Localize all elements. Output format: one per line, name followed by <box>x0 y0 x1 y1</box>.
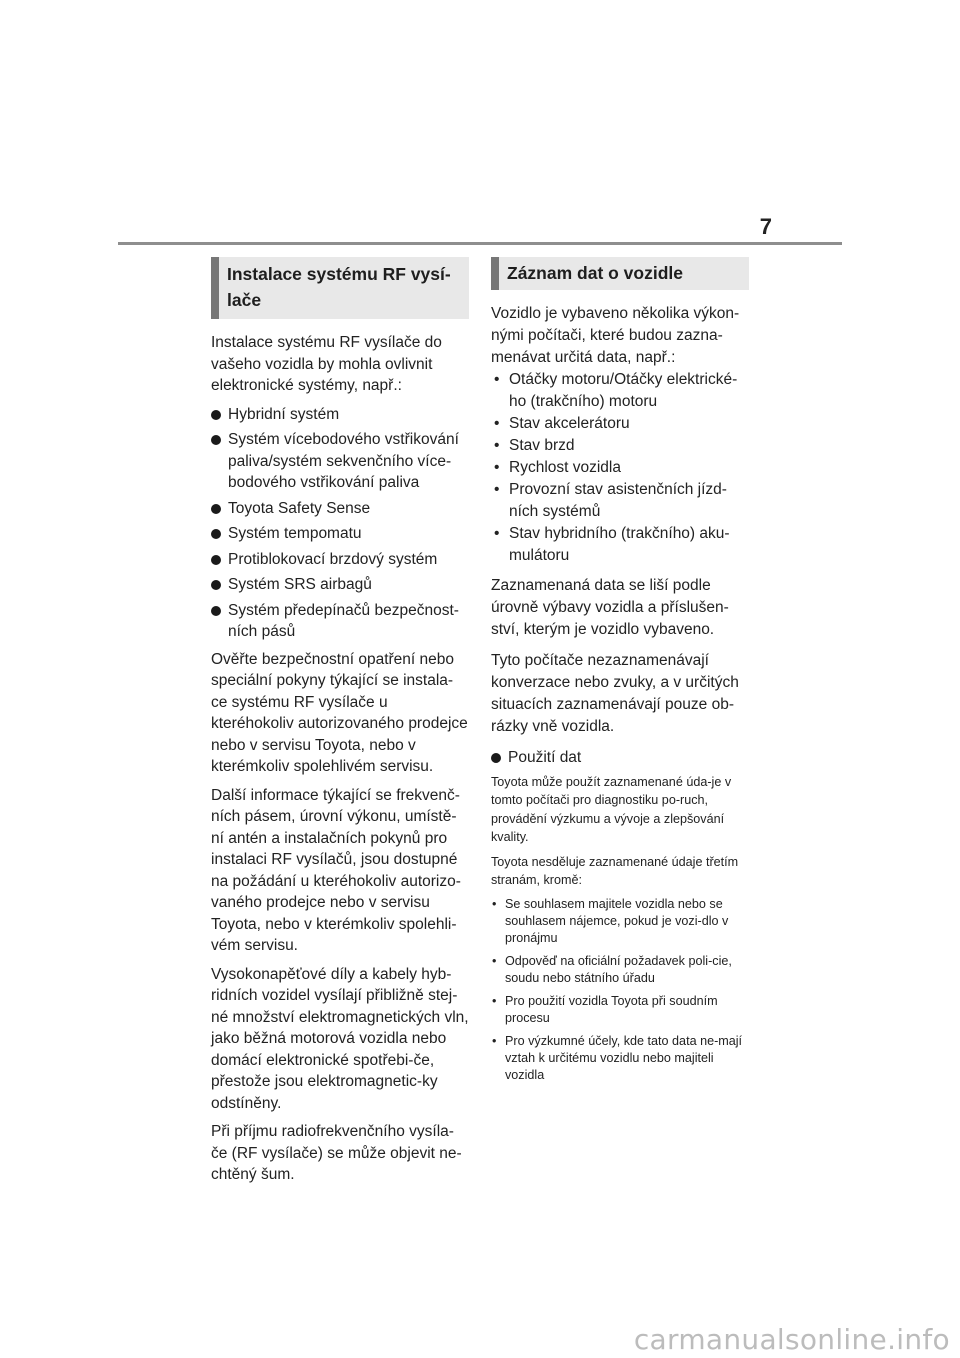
list-item: Toyota Safety Sense <box>211 498 469 520</box>
data-paragraph-privacy: Tyto počítače nezaznamenávají konverzace nebo zvuky, a v určitých situacích zaznamenávají pouze ob-rázky vně vozidla. <box>491 652 739 735</box>
list-item: Systém SRS airbagů <box>211 574 469 596</box>
bullet-dot-icon <box>211 504 221 514</box>
list-item: Systém vícebodového vstřikování paliva/systém sekvenčního více-bodového vstřikování paliva <box>211 429 469 494</box>
section-heading-rf: Instalace systému RF vysí-lače <box>211 257 469 319</box>
usage-heading: Použití dat <box>491 747 749 769</box>
list-item: • Odpověď na oficiální požadavek poli-cie, soudu nebo státního úřadu <box>492 953 732 985</box>
bullet-icon: • <box>494 525 500 542</box>
list-item: Systém předepínačů bezpečnost-ních pásů <box>211 600 469 643</box>
usage-text: Toyota může použít zaznamenané úda-je v tomto počítači pro diagnostiku po-ruch, provádění výzkumu a vývoje a zlepšování kvality. <box>491 774 732 844</box>
bullet-icon: • <box>494 437 500 454</box>
list-item: • Otáčky motoru/Otáčky elektrické-ho (trakčního) motoru <box>494 371 738 410</box>
bullet-icon: • <box>492 993 497 1008</box>
list-item: • Rychlost vozidla <box>491 457 749 479</box>
page-number: 7 <box>759 214 772 239</box>
list-item: • Provozní stav asistenčních jízd-ních systémů <box>494 481 727 520</box>
rf-paragraph-hv: Vysokonapěťové díly a kabely hyb-ridních vozidel vysílají přibližně stej-né množství elektromagnetických vln, jako běžná motorová vozidla nebo domácí elektronické spotřebi-če, přestože jsou elektromagnetic-ky odstíněny. <box>211 965 469 1112</box>
section-heading-data: Záznam dat o vozidle <box>491 257 749 290</box>
list-item: Systém tempomatu <box>211 523 469 545</box>
watermark-text: carmanualsonline.info <box>633 1323 950 1356</box>
share-text: Toyota nesděluje zaznamenané údaje třetím stranám, kromě: <box>491 854 739 887</box>
data-intro: Vozidlo je vybaveno několika výkon-nými počítači, které budou zazna-menávat určitá data, např.: <box>491 305 740 366</box>
share-exceptions-list <box>491 896 749 1084</box>
bullet-dot-icon <box>491 753 501 763</box>
list-item: • Stav brzd <box>491 435 749 457</box>
bullet-dot-icon <box>211 606 221 616</box>
bullet-dot-icon <box>211 555 221 565</box>
list-item: • Stav akcelerátoru <box>491 413 749 435</box>
bullet-icon: • <box>494 459 500 476</box>
bullet-icon: • <box>494 481 500 498</box>
bullet-dot-icon <box>211 410 221 420</box>
list-item: • Pro použití vozidla Toyota při soudním procesu <box>492 993 718 1025</box>
usage-heading-list <box>491 747 749 769</box>
bullet-dot-icon <box>211 580 221 590</box>
bullet-dot-icon <box>211 529 221 539</box>
left-column <box>211 257 469 1193</box>
list-item: • Pro výzkumné účely, kde tato data ne-mají vztah k určitému vozidlu nebo majiteli vozidla <box>492 1033 743 1082</box>
bullet-icon: • <box>492 896 497 911</box>
rf-paragraph-noise: Při příjmu radiofrekvenčního vysíla-če (RF vysílače) se může objevit ne-chtěný šum. <box>211 1123 462 1183</box>
rf-intro: Instalace systému RF vysílače do vašeho vozidla by mohla ovlivnit elektronické systémy, např.: <box>211 334 442 394</box>
recorded-data-list <box>491 369 749 567</box>
bullet-icon: • <box>492 953 497 968</box>
bullet-icon: • <box>494 371 500 388</box>
bullet-icon: • <box>492 1033 497 1048</box>
bullet-icon: • <box>494 415 500 432</box>
header-rule <box>118 242 842 245</box>
rf-paragraph-safety: Ověřte bezpečnostní opatření nebo speciální pokyny týkající se instala-ce systému RF vysílače u kteréhokoliv autorizovaného prodejce nebo v servisu Toyota, nebo v kterémkoliv spolehlivém servisu. <box>211 650 468 775</box>
list-item: Protiblokovací brzdový systém <box>211 549 469 571</box>
rf-system-list <box>211 404 469 643</box>
list-item: • Se souhlasem majitele vozidla nebo se souhlasem nájemce, pokud je vozi-dlo v pronájmu <box>492 896 729 945</box>
bullet-dot-icon <box>211 435 221 445</box>
list-item: Hybridní systém <box>211 404 469 426</box>
right-column <box>491 257 749 1090</box>
data-paragraph-variation: Zaznamenaná data se liší podle úrovně výbavy vozidla a příslušen-ství, kterým je vozidlo vybaveno. <box>491 577 729 638</box>
rf-paragraph-info: Další informace týkající se frekvenč-ních pásem, úrovní výkonu, umístě-ní antén a instalačních pokynů pro instalaci RF vysílačů, jsou dostupné na požádání u kteréhokoliv autorizo-vaného prodejce nebo v servisu Toyota, nebo v kterémkoliv spolehli-vém servisu. <box>211 786 461 954</box>
list-item: • Stav hybridního (trakčního) aku-mulátoru <box>494 525 730 564</box>
